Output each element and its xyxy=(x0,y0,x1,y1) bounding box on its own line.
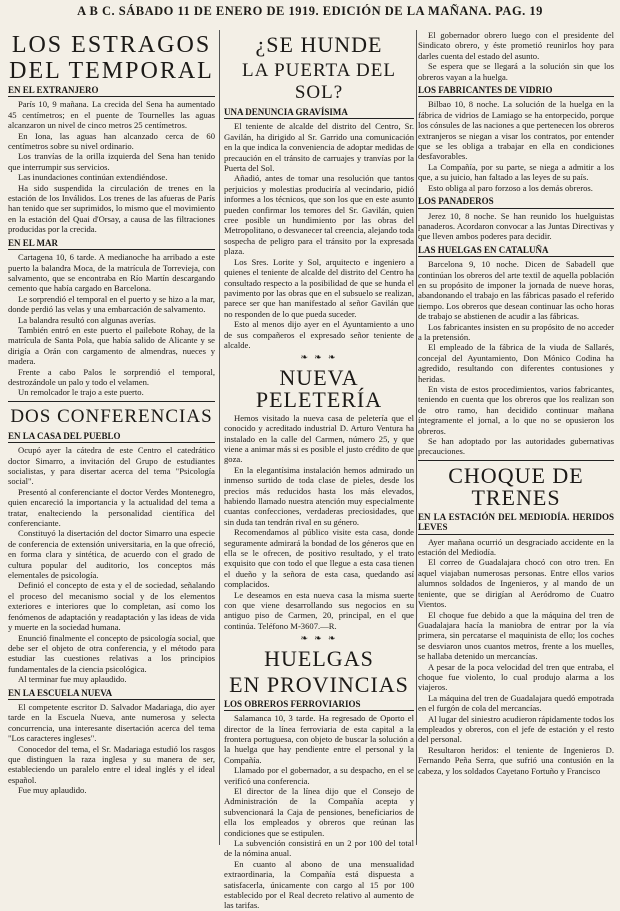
subheading: EN LA CASA DEL PUEBLO xyxy=(8,431,215,443)
subheading: LOS FABRICANTES DE VIDRIO xyxy=(418,85,614,97)
paragraph: En la elegantísima instalación hemos admirado un inmenso surtido de toda clase de pieles, desde los precios más reducidos hasta los más elevados, habiendo llamado nuestra atención muy especialmente cuantas confecciones, verdaderas preciosidades, que sin duda tan tendrán rival en su género. xyxy=(224,464,414,527)
subheading: EN EL MAR xyxy=(8,238,215,250)
headline: EN PROVINCIAS xyxy=(229,671,409,697)
paragraph: París 10, 9 mañana. La crecida del Sena ha aumentado 45 centímetros; en el puente de Tournelles las aguas alcanzaron un nivel de cinco metros 25 centímetros. xyxy=(8,99,215,131)
paragraph: El competente escritor D. Salvador Madariaga, dio ayer tarde en la Escuela Nueva, ante numerosa y selecta concurrencia, una interesante disertación acerca del tema "Los caracteres ingleses". xyxy=(8,701,215,744)
paragraph: La balandra resultó con algunas averías. xyxy=(18,314,156,325)
paragraph: Llamado por el gobernador, a su despacho, en el se verificó una conferencia. xyxy=(224,765,414,786)
subheading: LOS PANADEROS xyxy=(418,196,614,208)
paragraph: Los Sres. Lorite y Sol, arquitecto e ingeniero a quienes el teniente de alcalde del distrito del Centro ha consultado respecto a la posibilidad de que se hunda el pavimento por las obras que en el subsuelo se realizan, parece ser que han manifestado al señor Gavilán que no responden de lo que pueda suceder. xyxy=(224,256,414,319)
paragraph: La subvención consistirá en un 2 por 100 del total de la nómina anual. xyxy=(224,837,414,859)
paragraph: Fue muy aplaudido. xyxy=(18,785,87,796)
paragraph: Frente a cabo Palos le sorprendió el temporal, destrozándole un palo y todo el velamen. xyxy=(8,366,215,387)
paragraph: Las inundaciones continúan extendiéndose. xyxy=(18,172,168,183)
paragraph: El teniente de alcalde del distrito del Centro, Sr. Gavilán, ha dirigido al Sr. Garrido una comunicación en la que indica la conveniencia de adoptar medidas de precaución en el tránsito de carruajes y tranvías por la Puerta del Sol. xyxy=(224,121,414,174)
column-rule xyxy=(416,30,417,845)
paragraph: En vista de estos procedimientos, varios fabricantes, teniendo en cuenta que los obreros que los realizan son de otro ramo, han decidido continuar mañana íntegramente el jornal, a lo que no se opusieron los obreros. xyxy=(418,384,614,436)
paragraph: Salamanca 10, 3 tarde. Ha regresado de Oporto el director de la línea ferroviaria de esta capital a la frontera portuguesa, con objeto de buscar la solución a la huelga que hay pendiente entre el personal y la Compañía. xyxy=(224,713,414,765)
paragraph: En Iona, las aguas han alcanzado cerca de 60 centímetros sobre su nivel ordinario. xyxy=(8,130,215,152)
headline: ¿SE HUNDE xyxy=(255,32,383,57)
paragraph: Constituyó la disertación del doctor Simarro una especie de conferencia de extensión universitaria, en la que ofreció, en forma clara y sintética, de acuerdo con el grado de cultura popular del auditorio, los conceptos más elementales de psicología. xyxy=(8,528,215,581)
divider xyxy=(8,401,215,402)
paragraph: Ocupó ayer la cátedra de este Centro el catedrático doctor Simarro, a invitación del Grupo de estudiantes socialistas, y para disertar acerca del tema "Psicología social". xyxy=(8,445,215,487)
paragraph: Los fabricantes insisten en su propósito de no acceder a la pretensión. xyxy=(418,321,614,342)
paragraph: A pesar de la poca velocidad del tren que entraba, el choque fue violento, lo cual produjo alarma a los viajeros. xyxy=(418,661,614,693)
paragraph: Hemos visitado la nueva casa de peletería que el conocido y acreditado industrial D. Arturo Ventura ha instalado en la calle del Carmen, número 25, y que viene a animar más si es posible el justo crédito de que goza. xyxy=(224,412,414,465)
paragraph: La Compañía, por su parte, se niega a admitir a los que, a su juicio, han faltado a las leyes de su país. xyxy=(418,161,614,183)
paragraph: Un remolcador le trajo a este puerto. xyxy=(18,387,144,398)
subheading: EN EL EXTRANJERO xyxy=(8,85,215,97)
paragraph: Los tranvías de la orilla izquierda del Sena han tenido que interrumpir sus servicios. xyxy=(8,151,215,172)
divider xyxy=(418,460,614,461)
headline: LOS ESTRAGOS xyxy=(11,32,212,58)
paragraph: Bilbao 10, 8 noche. La solución de la huelga en la fábrica de vidrios de Lamiago se ha entorpecido, porque los cónsules de las naciones a que pertenecen los obreros extranjeros se niegan a visar los contratos, por entender que se les obliga a trabajar en ella en condiciones desfavorables. xyxy=(418,99,614,162)
headline: LA PUERTA DEL SOL? xyxy=(242,60,396,103)
subheading: UNA DENUNCIA GRAVÍSIMA xyxy=(224,107,414,119)
headline: DEL TEMPORAL xyxy=(9,58,214,84)
page-header: A B C. SÁBADO 11 DE ENERO DE 1919. EDICIÓN DE LA MAÑANA. PAG. 19 xyxy=(77,4,543,18)
headline: NUEVA PELETERÍA xyxy=(255,364,383,412)
paragraph: En cuanto al abono de una mensualidad extraordinaria, la Compañía está dispuesta a satisfacerla, únicamente con cargo al 15 por 100 establecido por el Real decreto relativo al aumento de las tarifas. xyxy=(224,858,414,911)
subheading: LOS OBREROS FERROVIARIOS xyxy=(224,699,414,711)
column-rule xyxy=(219,30,220,845)
paragraph: Barcelona 9, 10 noche. Dicen de Sabadell que continúan los obreros del arte textil de aquella población en su propósito de imponer la jornada de nueve horas, abandonando el trabajo en las fábricas pasado el referido tiempo. Los obreros que desean continuar las ocho horas de trabajo se abstienen de acudir a las fábricas. xyxy=(418,259,614,322)
paragraph: El correo de Guadalajara chocó con otro tren. En aquel viajaban numerosas personas. Entre ellos varios alumnos soldados de Ingenieros, y al mando de un teniente, que se dirigían al Aeródromo de Cuatro Vientos. xyxy=(418,557,614,610)
paragraph: Conocedor del tema, el Sr. Madariaga estudió los rasgos que distinguen la raza inglesa y su manera de ser, estableciendo un paralelo entre el ideal inglés y el ideal español. xyxy=(8,743,215,785)
subheading: EN LA ESTACIÓN DEL MEDIODÍA. HERIDOS LEVES xyxy=(418,512,614,535)
paragraph: Jerez 10, 8 noche. Se han reunido los huelguistas panaderos. Acordaron convocar a las Juntas Directivas y que lleven ambos poderes para decidir. xyxy=(418,210,614,242)
paragraph: La máquina del tren de Guadalajara quedó empotrada en el furgón de cola del mercancías. xyxy=(418,692,614,714)
paragraph: Al terminar fue muy aplaudido. xyxy=(18,674,127,685)
paragraph: Al lugar del siniestro acudieron rápidamente todos los empleados y obreros, con el jefe de estación y el resto del personal. xyxy=(418,713,614,745)
paragraph: Esto obliga al paro forzoso a los demás obreros. xyxy=(428,182,593,193)
paragraph: Esto al menos dijo ayer en el Ayuntamiento a uno de sus compañeros el expresado señor teniente de alcalde. xyxy=(224,319,414,350)
headline: HUELGAS xyxy=(264,645,374,671)
paragraph: Ha sido suspendida la circulación de trenes en la estación de los Inválidos. Los trenes de las afueras de París han tenido que ser suprimidos, lo mismo que el movimiento en la estación del Quai d'Orsay, a causa de las filtraciones producidas por la crecida. xyxy=(8,182,215,235)
paragraph: El director de la línea dijo que el Consejo de Administración de la Compañía acepta y subvencionará la Caja de pensiones, beneficiarios de ella los empleados y obreros que reúnan las condiciones que se estipulen. xyxy=(224,785,414,838)
column-1 xyxy=(8,30,215,845)
paragraph: Resultaron heridos: el teniente de Ingenieros D. Fernando Peña Serra, que sufrió una contusión en la cabeza, y los soldados Cayetano Fortuño y Francisco xyxy=(418,744,614,776)
paragraph: Ayer mañana ocurrió un desgraciado accidente en la estación del Mediodía. xyxy=(418,536,614,558)
headline: DOS CONFERENCIAS xyxy=(10,405,213,427)
paragraph: Recomendamos al público visite esta casa, donde seguramente admirará la bondad de los géneros que en ella se le ofrecen, de positivo resultado, y el trato exquisito que con todo el que llegue a esta casa tienen el dueño y la señora de esta casa, quedando así complacidos. xyxy=(224,527,414,590)
paragraph: Presentó al conferenciante el doctor Verdes Montenegro, quien encareció la importancia y la actualidad del tema a tratar, enalteciendo la personalidad científica del conferenciante. xyxy=(8,486,215,529)
paragraph: Se espera que se llegará a la solución sin que los obreros vayan a la huelga. xyxy=(418,61,614,82)
subheading: LAS HUELGAS EN CATALUÑA xyxy=(418,245,614,257)
paragraph: El empleado de la fábrica de la viuda de Sallarés, concejal del Ayuntamiento, Don Mónico Codina ha agredido, resultando con diferentes contusiones y heridas. xyxy=(418,342,614,384)
paragraph: Cartagena 10, 6 tarde. A medianoche ha arribado a este puerto la balandra Moca, de la matrícula de Torrevieja, con salvamento, que se encontraba en Río Martín descargando cemento que había cargado en Barcelona. xyxy=(8,252,215,294)
paragraph: Definió el concepto de esta y el de sociedad, señalando el proceso del mecanismo social y de los elementos exteriores e interiores que lo completan, así como los fenómenos de adaptación y readaptación y las ideas de vida y muerte en la sociedad humana. xyxy=(8,580,215,633)
ornament-divider: ❧ ❧ ❧ xyxy=(300,352,338,363)
ornament-divider: ❧ ❧ ❧ xyxy=(300,633,338,644)
paragraph: Le deseamos en esta nueva casa la misma suerte con que viene desarrollando sus negocios en su antiguo piso de Carmen, 20, principal, en el que continúa. Teléfono M-3607.—R. xyxy=(224,589,414,631)
paragraph: También entró en este puerto el pailebote Rohay, de la matrícula de Santa Pola, que había salido de Alicante y se dirigía a Orán con cargamento de almendras, nueces y madera. xyxy=(8,324,215,367)
paragraph: El gobernador obrero luego con el presidente del Sindicato obrero, y éste prometió reunirlos hoy para darles cuenta del estado del asunto. xyxy=(418,30,614,61)
column-3 xyxy=(418,30,614,845)
paragraph: El choque fue debido a que la máquina del tren de Guadalajara hacía la maniobra de entrar por la vía primera, sin percatarse el maquinista de ello; los coches se desviaron unos cuantos metros, frente a los muelles, se hallaba detenido un mercancías. xyxy=(418,609,614,662)
paragraph: Enunció finalmente el concepto de psicología social, que debe ser el objeto de otra conferencia, y el método para estudiar las cuestiones relativas a los principios fundamentales de la ciencia psicológica. xyxy=(8,632,215,674)
paragraph: Añadió, antes de tomar una resolución que tantos perjuicios y molestias produciría al vecindario, pidió informes a los técnicos, que son los que en este asunto pueden confirmar los temores del Sr. Gavilán, quien cree posible un hundimiento por las obras del Metropolitano, o desvanecer tal creencia, alejando toda sospecha de peligro para el tránsito por la expresada plaza. xyxy=(224,173,414,257)
subheading: EN LA ESCUELA NUEVA xyxy=(8,688,215,700)
column-2 xyxy=(224,30,414,911)
headline: CHOQUE DE TRENES xyxy=(448,462,584,510)
paragraph: Se han adoptado por las autoridades gubernativas precauciones. xyxy=(418,436,614,457)
paragraph: Le sorprendió el temporal en el puerto y se hizo a la mar, donde perdió las velas y una embarcación de salvamento. xyxy=(8,293,215,315)
